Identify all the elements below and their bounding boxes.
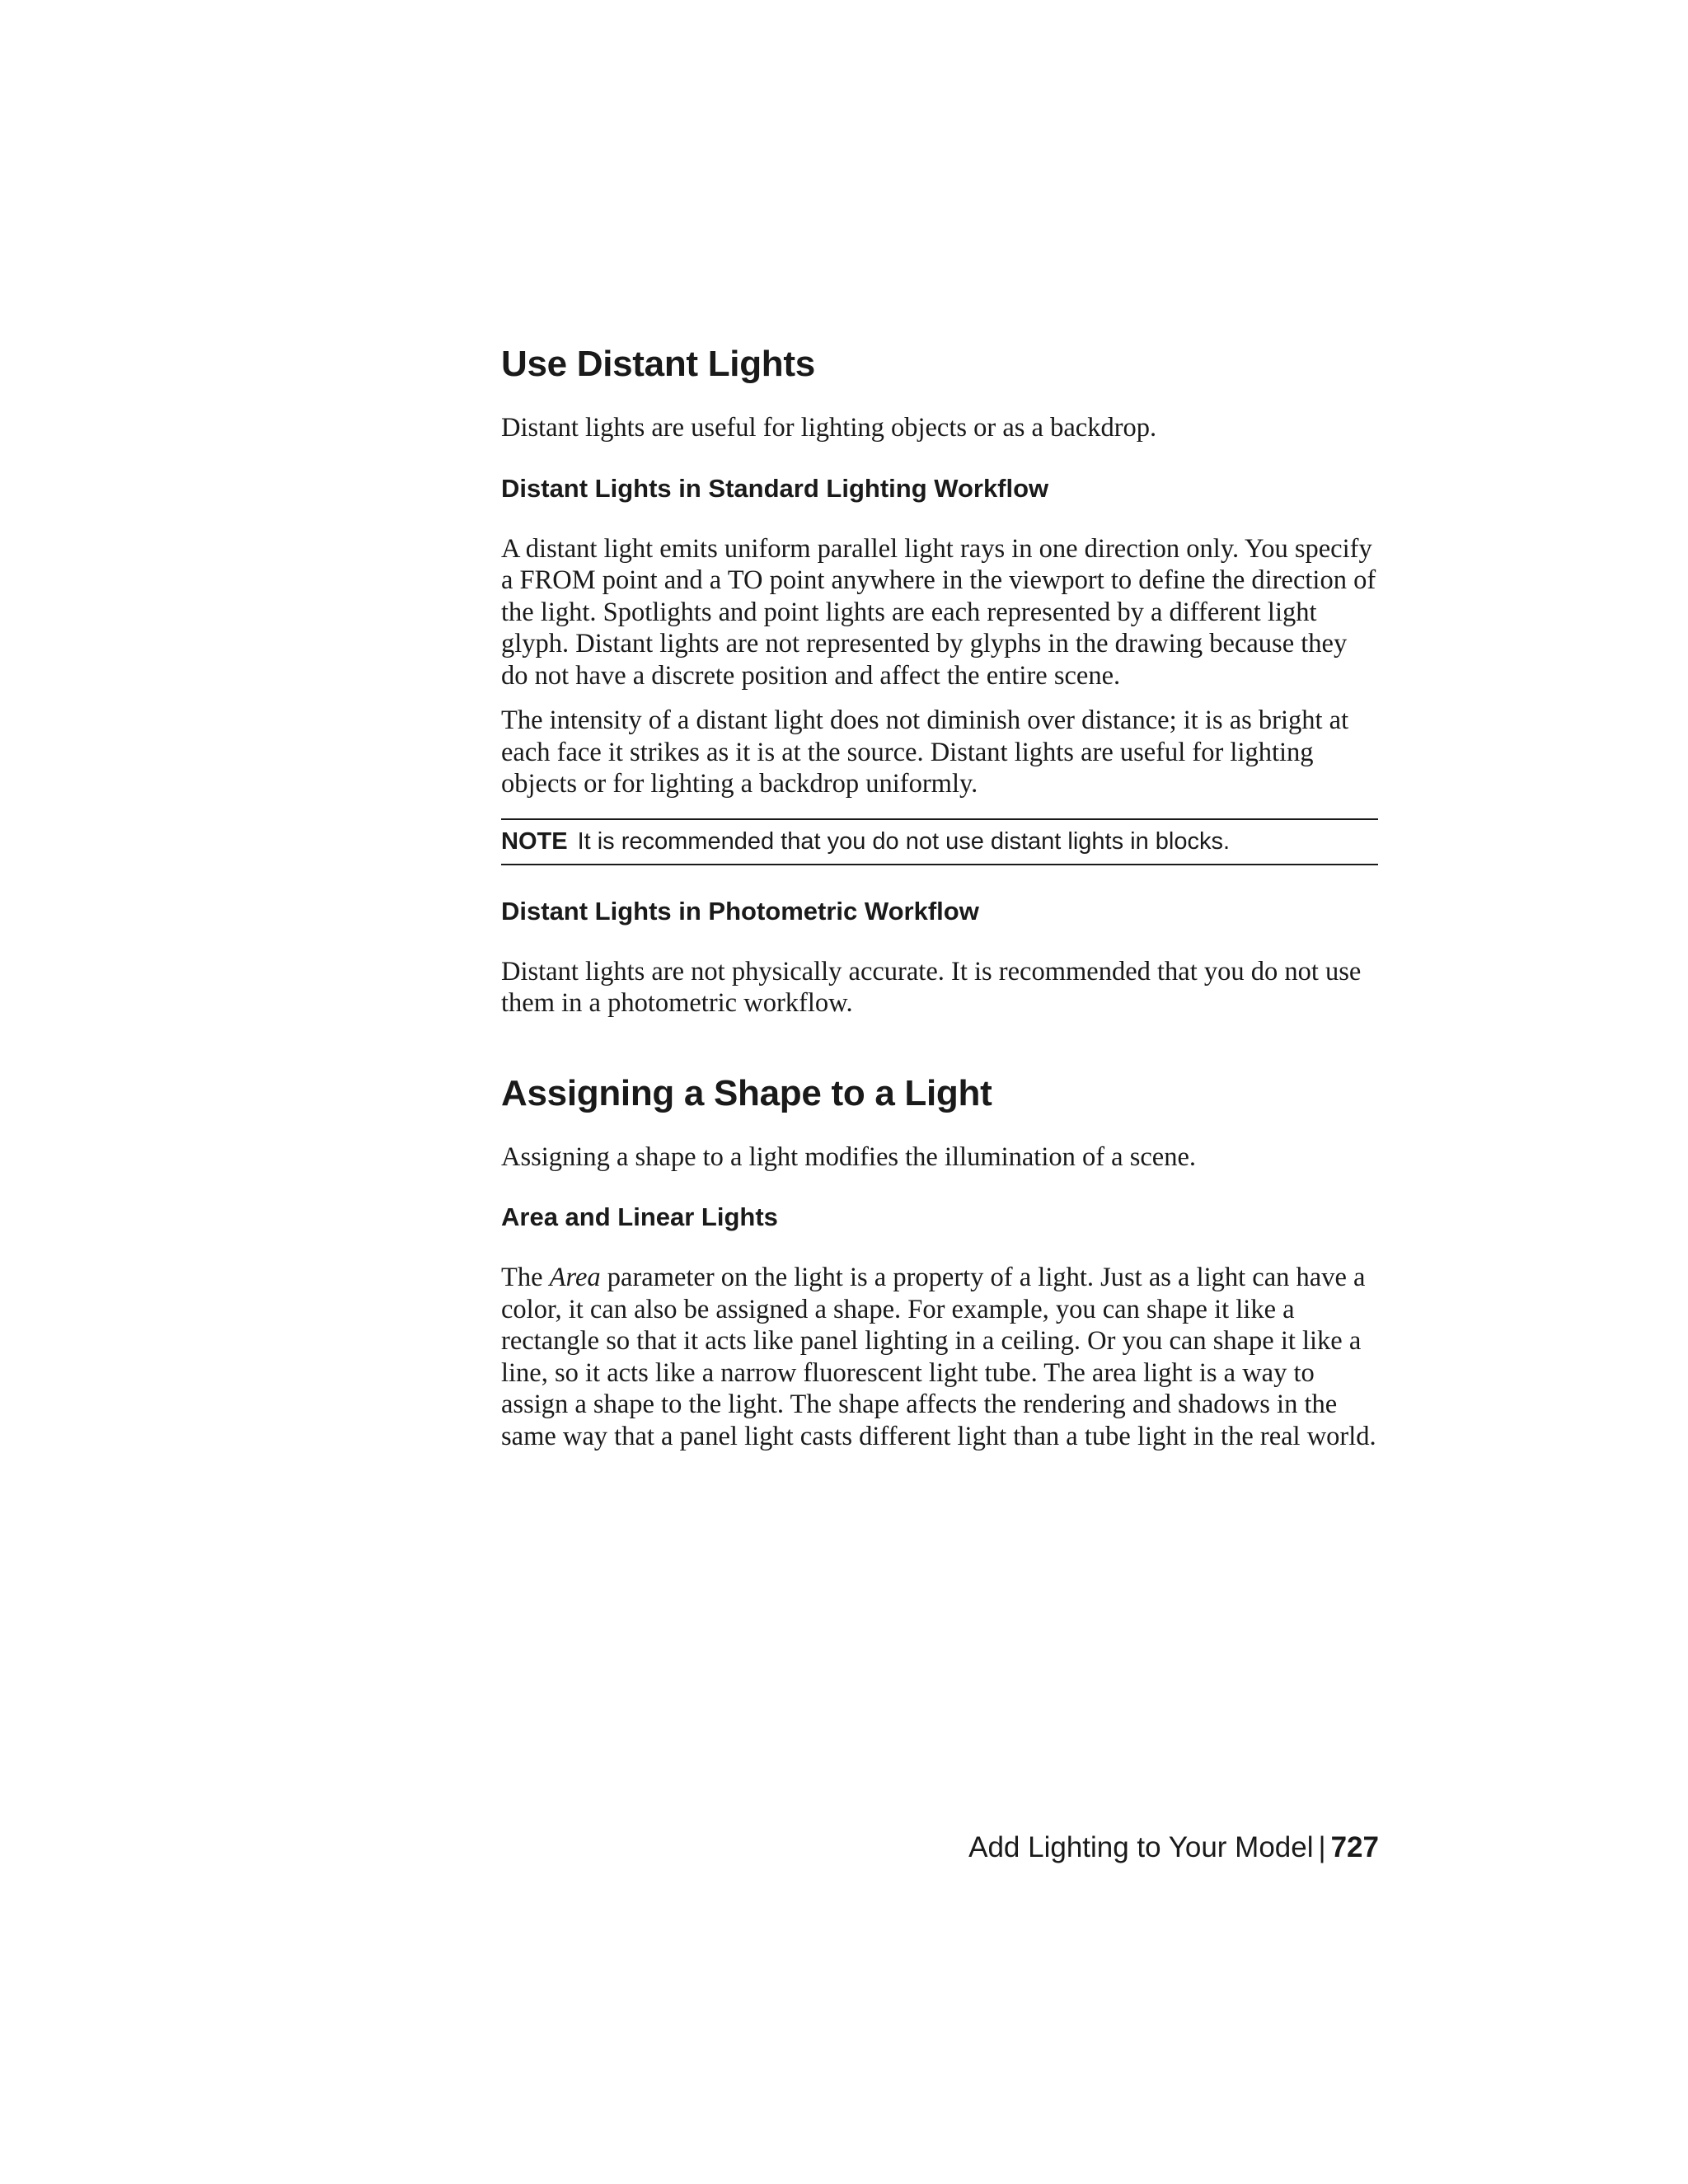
subheading-photometric-workflow: Distant Lights in Photometric Workflow bbox=[501, 896, 979, 926]
note-box bbox=[501, 818, 1378, 865]
footer-chapter-title: Add Lighting to Your Model bbox=[968, 1831, 1314, 1863]
paragraph-text-rest: parameter on the light is a property of a light. Just as a light can have a color, it can also be assigned a shape. For example, you can shape it like a rectangle so that it acts like panel lighting in a ceiling. Or you can shape it like a line, so it acts like a narrow fluorescent light tube. The area light is a way to assign a shape to the light. The shape affects the rendering and shadows in the same way that a panel light casts different light than a tube light in the real world. bbox=[501, 1263, 1376, 1451]
page-content bbox=[501, 341, 1378, 1452]
note-text: It is recommended that you do not use distant lights in blocks. bbox=[577, 827, 1231, 855]
paragraph-photometric: Distant lights are not physically accurate. It is recommended that you do not use them in a photometric workflow. bbox=[501, 956, 1362, 1018]
page-number: 727 bbox=[1330, 1831, 1379, 1863]
subheading-area-linear-lights: Area and Linear Lights bbox=[501, 1202, 778, 1231]
paragraph-area-parameter bbox=[501, 1262, 1378, 1452]
section-heading-use-distant-lights: Use Distant Lights bbox=[501, 344, 815, 384]
area-term: Area bbox=[549, 1263, 601, 1292]
page-footer bbox=[968, 1830, 1379, 1866]
section-heading-assigning-shape: Assigning a Shape to a Light bbox=[501, 1072, 992, 1113]
subheading-standard-workflow: Distant Lights in Standard Lighting Workflow bbox=[501, 473, 1049, 503]
paragraph-distant-light-description: A distant light emits uniform parallel light rays in one direction only. You specify a FROM point and a TO point anywhere in the viewport to define the direction of the light. Spotlights and point lights are each represented by a different light glyph. Distant lights are not represented by glyphs in the drawing because they do not have a discrete position and affect the entire scene. bbox=[501, 533, 1376, 691]
footer-separator: | bbox=[1318, 1831, 1326, 1863]
paragraph-distant-light-intensity: The intensity of a distant light does not diminish over distance; it is as bright at each face it strikes as it is at the source. Distant lights are useful for lighting objects or for lighting a backdrop uniformly. bbox=[501, 705, 1349, 799]
section-intro-paragraph: Distant lights are useful for lighting objects or as a backdrop. bbox=[501, 413, 1157, 443]
section-intro-paragraph-2: Assigning a shape to a light modifies the illumination of a scene. bbox=[501, 1141, 1197, 1172]
paragraph-text-start: The bbox=[501, 1263, 550, 1292]
note-label: NOTE bbox=[501, 827, 568, 855]
